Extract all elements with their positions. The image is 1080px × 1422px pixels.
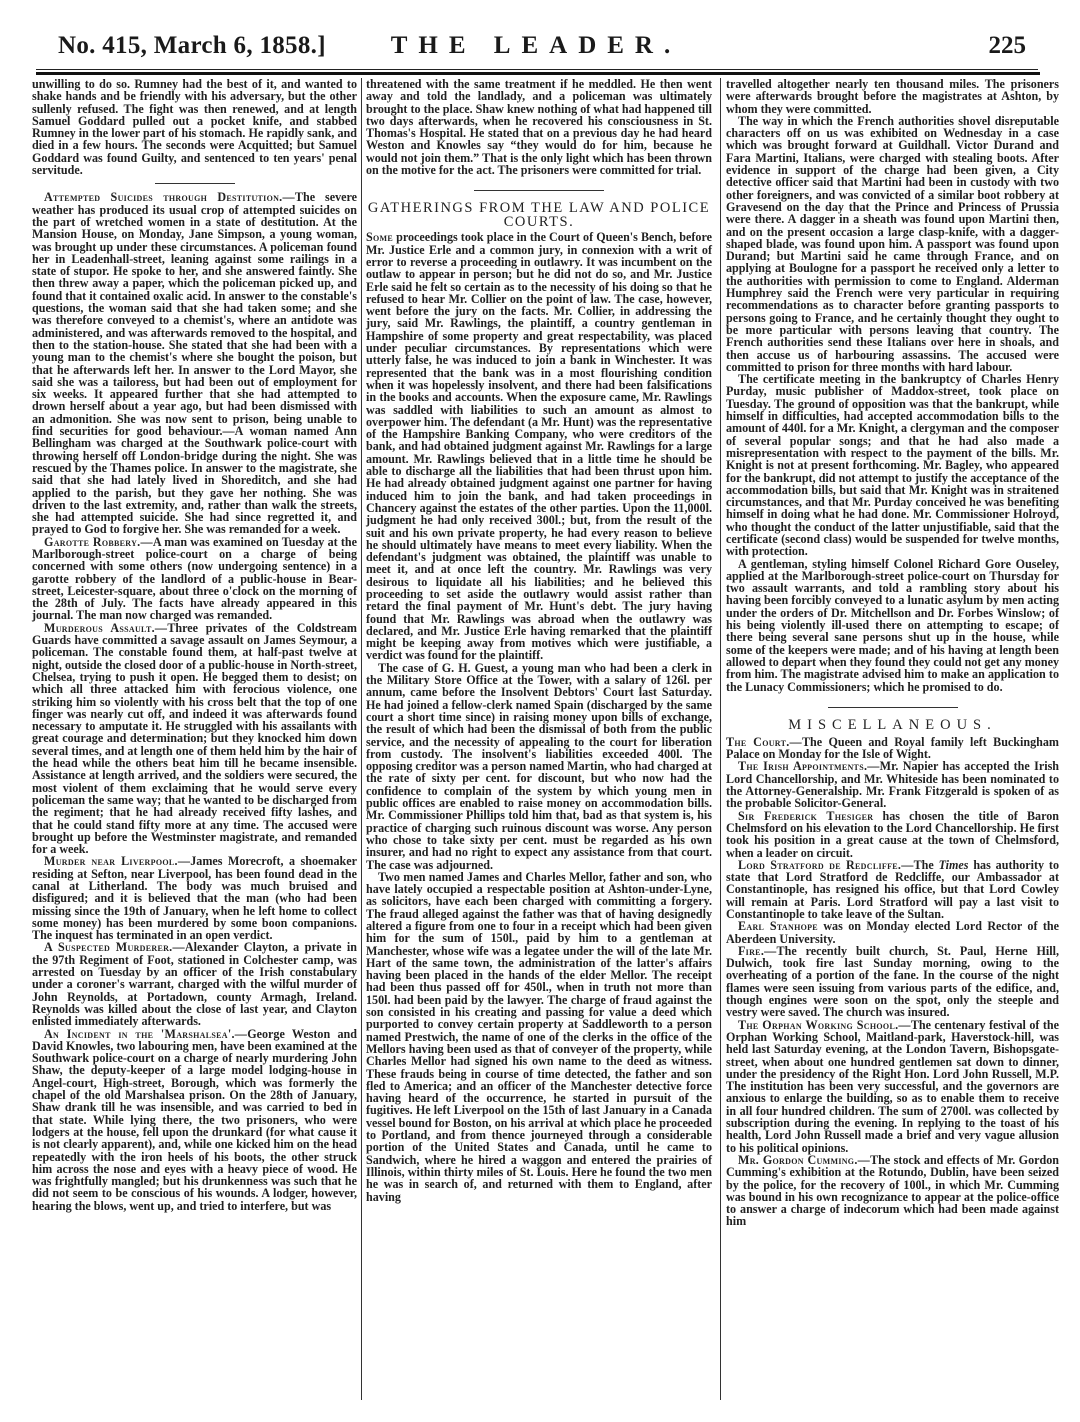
article-garotte-robbery: [32, 536, 357, 622]
masthead: [36, 28, 1036, 68]
article-body: George Weston and David Knowles, two labouring men, have been examined at the Southwark police-court on a charge of nearly murdering John Shaw, the deputy-keeper of a large model lodging-house in Angel-court, High-street, Borough, which was formerly the chapel of the old Marshalsea prison. On the 28th of January, Shaw drank till he was insensible, and was carried to bed in that state. While lying there, the two prisoners, who were lodgers at the house, fell upon the drunkard (for what cause it is not clearly apparent), and, while one kicked him on the head repeatedly with the iron heels of his boots, the other struck him across the nose and eyes with a heavy piece of wood. He was frightfully mangled; but his drunkenness was such that he did not seem to be conscious of his wounds. A lodger, however, hearing the blows, went up, and tried to interfere, but was: [32, 1026, 358, 1213]
misc-item-orphan-school: The Orphan Working School.—The centenary festival of the Orphan Working School, Maitland-park, Haverstock-hill, was held last Saturday evening, at the London Tavern, Bishopsgate-street, when about one hundred gentlemen sat down to dinner, under the presidency of the Right Hon. Lord John Russell, M.P. The institution has been very successful, and the governors are anxious to enlarge the building, so as to enable them to receive in all four hundred children. The sum of 2700l. was collected by subscription during the evening. In replying to the toast of his health, Lord John Russell made a brief and very vague allusion to his political opinions.: [726, 1017, 1060, 1155]
page-number: 225: [988, 32, 1026, 59]
article-head: Garotte Robbery.—: [44, 534, 153, 549]
article-head: Murder near Liverpool.—: [44, 854, 191, 869]
article-murder-near-liverpool: [32, 855, 357, 941]
separator-rule: [155, 183, 235, 184]
misc-item-court: The Court.—The Queen and Royal family left Buckingham Palace on Monday for the Isle of Wight.: [726, 734, 1059, 762]
article-body: A man was examined on Tuesday at the Marlborough-street police-court on a charge of being concerned with some others (now undergoing sentence) in a garotte robbery of the landlord of a public-house in Bear-street, Leicester-square, about three o'clock on the morning of the 28th of July. The facts have already appeared in this journal. The man now charged was remanded.: [32, 534, 357, 623]
section-title-miscellaneous: MISCELLANEOUS.: [788, 716, 997, 733]
column-divider: [720, 78, 721, 1400]
column-2: [366, 78, 712, 1422]
misc-item-stratford: Lord Stratford de Redcliffe.—The Times has authority to state that Lord Stratford de Redcliffe, our Ambassador at Constantinople, has resigned his office, but that Lord Cowley will remain at Paris. Lord Stratford will pay a last visit to Constantinople to take leave of the Sultan.: [726, 857, 1059, 921]
misc-item-thesiger: Sir Frederick Thesiger has chosen the title of Baron Chelmsford on his elevation to the Lord Chancellorship. He first took his position in a great cause at the town of Chelmsford, when a leader on circuit.: [726, 808, 1060, 860]
lead-word: Some: [366, 230, 394, 245]
article-head: A Suspected Murderer.—: [44, 940, 185, 955]
separator-rule: [828, 707, 958, 708]
law-paragraph: travelled altogether nearly ten thousand miles. The prisoners were afterwards brought before the magistrates at Ashton, by whom they were committed.: [726, 77, 1059, 116]
column-3: [726, 78, 1059, 1422]
article-head: Murderous Assault.—: [44, 620, 168, 635]
law-paragraph: The case of G. H. Guest, a young man who had been a clerk in the Military Store Office at the Tower, with a salary of 126l. per annum, came before the Insolvent Debtors' Court last Saturday. He had joined a fellow-clerk named Spain (discharged by the same court a short time since) in raising money upon bills of exchange, the result of which had been the dismissal of both from the public service, and the necessity of appealing to the court for liberation from custody. The insolvent's liabilities exceeded 400l. The opposing creditor was a person named Martin, who had charged at the rate of sixty per cent. for discount, but who now had the confidence to complain of the system by which young men in public offices are enabled to raise money on accommodation bills. Mr. Commissioner Phillips told him that, bad as that system is, his practice of charging such ruinous discount was worse. Any person who chose to take sixty per cent. must be regarded as his own insurer, and had no right to expect any assistance from that court. The case was adjourned.: [366, 660, 712, 872]
header-rule-thick: [36, 72, 1040, 75]
article-continuation: threatened with the same treatment if he meddled. He then went away and told the landlady, and a policeman was ultimately brought to the place. Shaw knew nothing of what had happened till two days afterwards, when he recovered his consciousness in St. Thomas's Hospital. He stated that on a previous day he had heard Weston and Knowles say “they would do for him, because he would not join them.” That is the only light which has been thrown on the motive for the act. The prisoners were committed for trial.: [366, 77, 712, 178]
article-attempted-suicides: [32, 191, 357, 535]
article-continuation: unwilling to do so. Rumney had the best of it, and wanted to shake hands and be friendly with his adversary, but the other sullenly refused. The fight was then renewed, and at length Samuel Goddard pulled out a pocket knife, and stabbed Rumney in the lower part of his stomach. He rapidly sank, and died in a few hours. The seconds were Acquitted; but Samuel Goddard was found Guilty, and sentenced to ten years' penal servitude.: [32, 77, 357, 178]
newspaper-title: THE LEADER.: [390, 32, 682, 59]
misc-item-gordon-cumming: Mr. Gordon Cumming.—The stock and effects of Mr. Gordon Cumming's exhibition at the Rotundo, Dublin, have been seized by the police, for the recovery of 100l., in which Mr. Cumming was bound in his own recognizance to appear at the police-office to answer a charge of indecorum which had been made against him: [726, 1152, 1060, 1229]
law-paragraph: The way in which the French authorities shovel disreputable characters off on us was exhibited on Wednesday in a case which was brought forward at Guildhall. Victor Durand and Fara Martini, Italians, were charged with stealing boots. After evidence in support of the charge had been given, a City detective officer said that Martini had been in custody with two other foreigners, and was convicted of a similar boot robbery at Gravesend on the day that the Prince and Princess of Prussia were there. A dagger in a sheath was found upon Martini then, and on the present occasion a large clasp-knife, with a dagger-shaped blade, was found upon him. A passport was found upon Durand; but Martini said he came through France, and on applying at Boulogne for a passport he received only a letter to the authorities with permission to come to England. Alderman Humphrey said the French were very particular in requiring recommendations as to character before granting passports to persons going to France, and he certainly thought they ought to be more particular with persons leaving that country. The French authorities send these Italians over here in shoals, and then accuse us of harbouring assassins. The accused were committed to prison for three months with hard labour.: [726, 113, 1059, 374]
article-head: Attempted Suicides through Destitution.—: [44, 190, 295, 205]
article-body: Three privates of the Coldstream Guards have committed a savage assault on James Seymour, a policeman. The constable found them, at half-past twelve at night, outside the closed door of a public-house in North-street, Chelsea, trying to push it open. He begged them to desist; on which all three attacked him with ferocious violence, one striking him so violently with his cross belt that the top of one finger was nearly cut off, and indeed it was afterwards found necessary to amputate it. He struggled with his assailants with great courage and determination; but they knocked him down several times, and at length one of them held him by the hair of the head while the others beat him till he became insensible. Assistance at length arrived, and the soldiers were secured, the most violent of them exclaiming that he would serve every policeman the same way; that he wanted to be discharged from the regiment; that he had already received fifty lashes, and that he could stand fifty more at any time. The accused were brought up before the Westminster magistrate, and remanded for a week.: [32, 620, 358, 857]
misc-item-irish-appointments: The Irish Appointments.—Mr. Napier has accepted the Irish Lord Chancellorship, and Mr. Whiteside has been nominated to the Attorney-Generalship. Mr. Frank Fitzgerald is spoken of as the probable Solicitor-General.: [726, 759, 1059, 811]
law-paragraph: Some proceedings took place in the Court of Queen's Bench, before Mr. Justice Erle and a common jury, in connexion with a writ of error to reverse a proceeding in outlawry. It was incumbent on the outlaw to appear in person; but he did not do so, and Mr. Justice Erle said he felt so certain as to the necessity of his doing so that he refused to hear Mr. Collier on the point of law. The case, however, went before the jury on the facts. Mr. Collier, in addressing the jury, said Mr. Rawlings, the plaintiff, a country gentleman in Hampshire of some property and great respectability, was placed under peculiar circumstances. By representations which were utterly false, he was induced to join a bank in Winchester. It was represented that the bank was in a most flourishing condition when it was hopelessly insolvent, and there had been falsifications in the books and accounts. When the exposure came, Mr. Rawlings was saddled with liabilities to such an amount as almost to overpower him. The defendant (a Mr. Hunt) was the representative of the Hampshire Banking Company, who were creditors of the bank, and had obtained judgment against Mr. Rawlings for a large amount. Mr. Rawlings believed that in a little time he should be able to discharge all the liabilities that had been thrust upon him. He had already obtained judgment against one partner for having induced him to join the bank, and had taken proceedings in Chancery against the estates of the other parties. Upon the 11,000l. judgment he had only received 300l.; but, from the result of the suit and his own private property, he had every reason to believe he should ultimately have means to meet every liability. When the defendant's judgment was obtained, the plaintiff was unable to meet it, and at once left the country. Mr. Rawlings was very desirous to liquidate all his liabilities; and he believed this proceeding to set aside the outlawry would assist rather than retard the final payment of Mr. Hunt's debt. The jury having found that Mr. Rawlings was abroad when the outlawry was declared, and Mr. Justice Erle having remarked that the plaintiff might be keeping away from motives which were justifiable, a verdict was found for the plaintiff.: [366, 230, 712, 663]
misc-item-fire: Fire.—The recently built church, St. Paul, Herne Hill, Dulwich, took fire last Sunday morning, owing to the overheating of a portion of the fane. In the course of the night flames were seen issuing from various parts of the edifice, and, though engines were soon on the spot, only the steeple and vestry were saved. The church was insured.: [726, 943, 1059, 1020]
issue-date: No. 415, March 6, 1858.]: [58, 32, 326, 59]
law-paragraph: A gentleman, styling himself Colonel Richard Gore Ouseley, applied at the Marlborough-street police-court on Thursday for two assault warrants, and told a rambling story about his having been forcibly conveyed to a lunatic asylum by men acting under the orders of Dr. Mitchellson and Dr. Forbes Winslow; of his being violently ill-used there on attempting to escape; of there being several sane persons shut up in the house, while some of the keepers were made; and of his having at length been allowed to depart when they found they could not get any money from him. The magistrate advised him to make an application to the Lunacy Commissioners; which he promised to do.: [726, 556, 1059, 694]
column-1: [32, 78, 357, 1422]
article-body: The severe weather has produced its usual crop of attempted suicides on the part of wretched women in a state of destitution. At the Mansion House, on Monday, Jane Simpson, a young woman, was brought up under these circumstances. A policeman found her in Leadenhall-street, leaning against some railings in a state of stupor. He spoke to her, and she answered faintly. She then threw away a paper, which the policeman picked up, and found that it contained oxalic acid. In answer to the constable's questions, the woman said that she had taken some; and she was therefore conveyed to a chemist's, where an antidote was administered, and was afterwards removed to the hospital, and then to the station-house. She stated that she had been with a young man to the chemist's where she bought the poison, but that he afterwards left her. In answer to the Lord Mayor, she said she was a tailoress, but had been out of employment for six weeks. It appeared further that she had attempted to drown herself about a year ago, but had been dismissed with an admonition. She was now sent to prison, being unable to find securities for good behaviour.—A woman named Ann Bellingham was charged at the Southwark police-court with throwing herself off London-bridge during the night. She was rescued by the Thames police. In answer to the magistrate, she said that she had lately lived in Shoreditch, and she had applied to the parish, but they gave her nothing. She was driven to the last extremity, and, rather than walk the streets, she had attempted suicide. She had since regretted it, and prayed to God to forgive her. She was remanded for a week.: [32, 190, 357, 537]
column-divider: [361, 78, 362, 1400]
law-paragraph: The certificate meeting in the bankruptcy of Charles Henry Purday, music publisher of Maddox-street, took place on Tuesday. The ground of opposition was that the bankrupt, while himself in difficulties, had accepted accommodation bills to the amount of 440l. for a Mr. Knight, a clergyman and the composer of several popular songs; and that he had also made a misrepresentation with respect to the payment of the bills. Mr. Knight is not at present forthcoming. Mr. Bagley, who appeared for the bankrupt, did not attempt to justify the acceptance of the accommodation bills, but said that Mr. Knight was in straitened circumstances, and that Mr. Purday conceived he was benefiting himself in doing what he had done. Mr. Commissioner Holroyd, who thought the conduct of the latter unjustifiable, said that the certificate (second class) would be suspended for twelve months, with protection.: [726, 372, 1059, 559]
misc-item-stanhope: Earl Stanhope was on Monday elected Lord Rector of the Aberdeen University.: [726, 919, 1059, 946]
article-body: James Morecroft, a shoemaker residing at Sefton, near Liverpool, has been found dead in the canal at Litherland. The body was much bruised and disfigured; and it is believed that the man (who had been missing since the 19th of January, when he left home to collect some money) has been murdered by some boon companions. The inquest has terminated in an open verdict.: [32, 854, 357, 943]
article-head: An Incident in the 'Marshalsea'.—: [44, 1026, 248, 1041]
law-paragraph: Two men named James and Charles Mellor, father and son, who have lately occupied a respectable position at Ashton-under-Lyne, as solicitors, have each been charged with committing a forgery. The fraud alleged against the father was that of having designedly altered a figure from one to four in a receipt which had been given him for the sum of 150l., paid by him to a gentleman at Manchester, whose wife was a legatee under the will of the late Mr. Hart of the same town, the administration of the latter's affairs having been placed in the hands of the elder Mellor. The receipt had been thus passed off for 450l., when in truth not more than 150l. had been paid by the lawyer. The charge of fraud against the son consisted in his creating and passing for value a deed which purported to convey certain property at Saddleworth to a person named Prestwich, the name of one of the clerks in the office of the Mellors having been used as that of conveyer of the property, while Charles Mellor had signed his own name to the deed as witness. These frauds being in course of time detected, the father and son fled to America; and an officer of the Manchester detective force having heard of the occurrence, he started in pursuit of the fugitives. He left Liverpool on the 15th of last January in a Canada vessel bound for Boston, on his arrival at which place he proceeded to Portland, and from thence journeyed through a considerable portion of the United States and Canada, until he came to Sandwich, where he hired a waggon and entered the prairies of Illinois, within thirty miles of St. Louis. Here he found the two men he was in search of, and returned with them to England, after having: [366, 869, 712, 1204]
header-rule-thin: [36, 69, 1038, 70]
article-murderous-assault: [32, 622, 357, 856]
separator-rule: [474, 190, 604, 191]
section-title-law-courts: GATHERINGS FROM THE LAW AND POLICE COURTS.: [367, 200, 711, 231]
article-body: Alexander Clayton, a private in the 97th Regiment of Foot, stationed in Colchester camp, was arrested on Tuesday by an officer of the Irish constabulary under a coroner's warrant, charged with the wilful murder of John Reynolds, at Portadown, county Armagh, Ireland. Reynolds was killed about the close of last year, and Clayton enlisted immediately afterwards.: [32, 940, 357, 1029]
article-marshalsea: [32, 1028, 357, 1212]
article-suspected-murderer: [32, 941, 357, 1027]
